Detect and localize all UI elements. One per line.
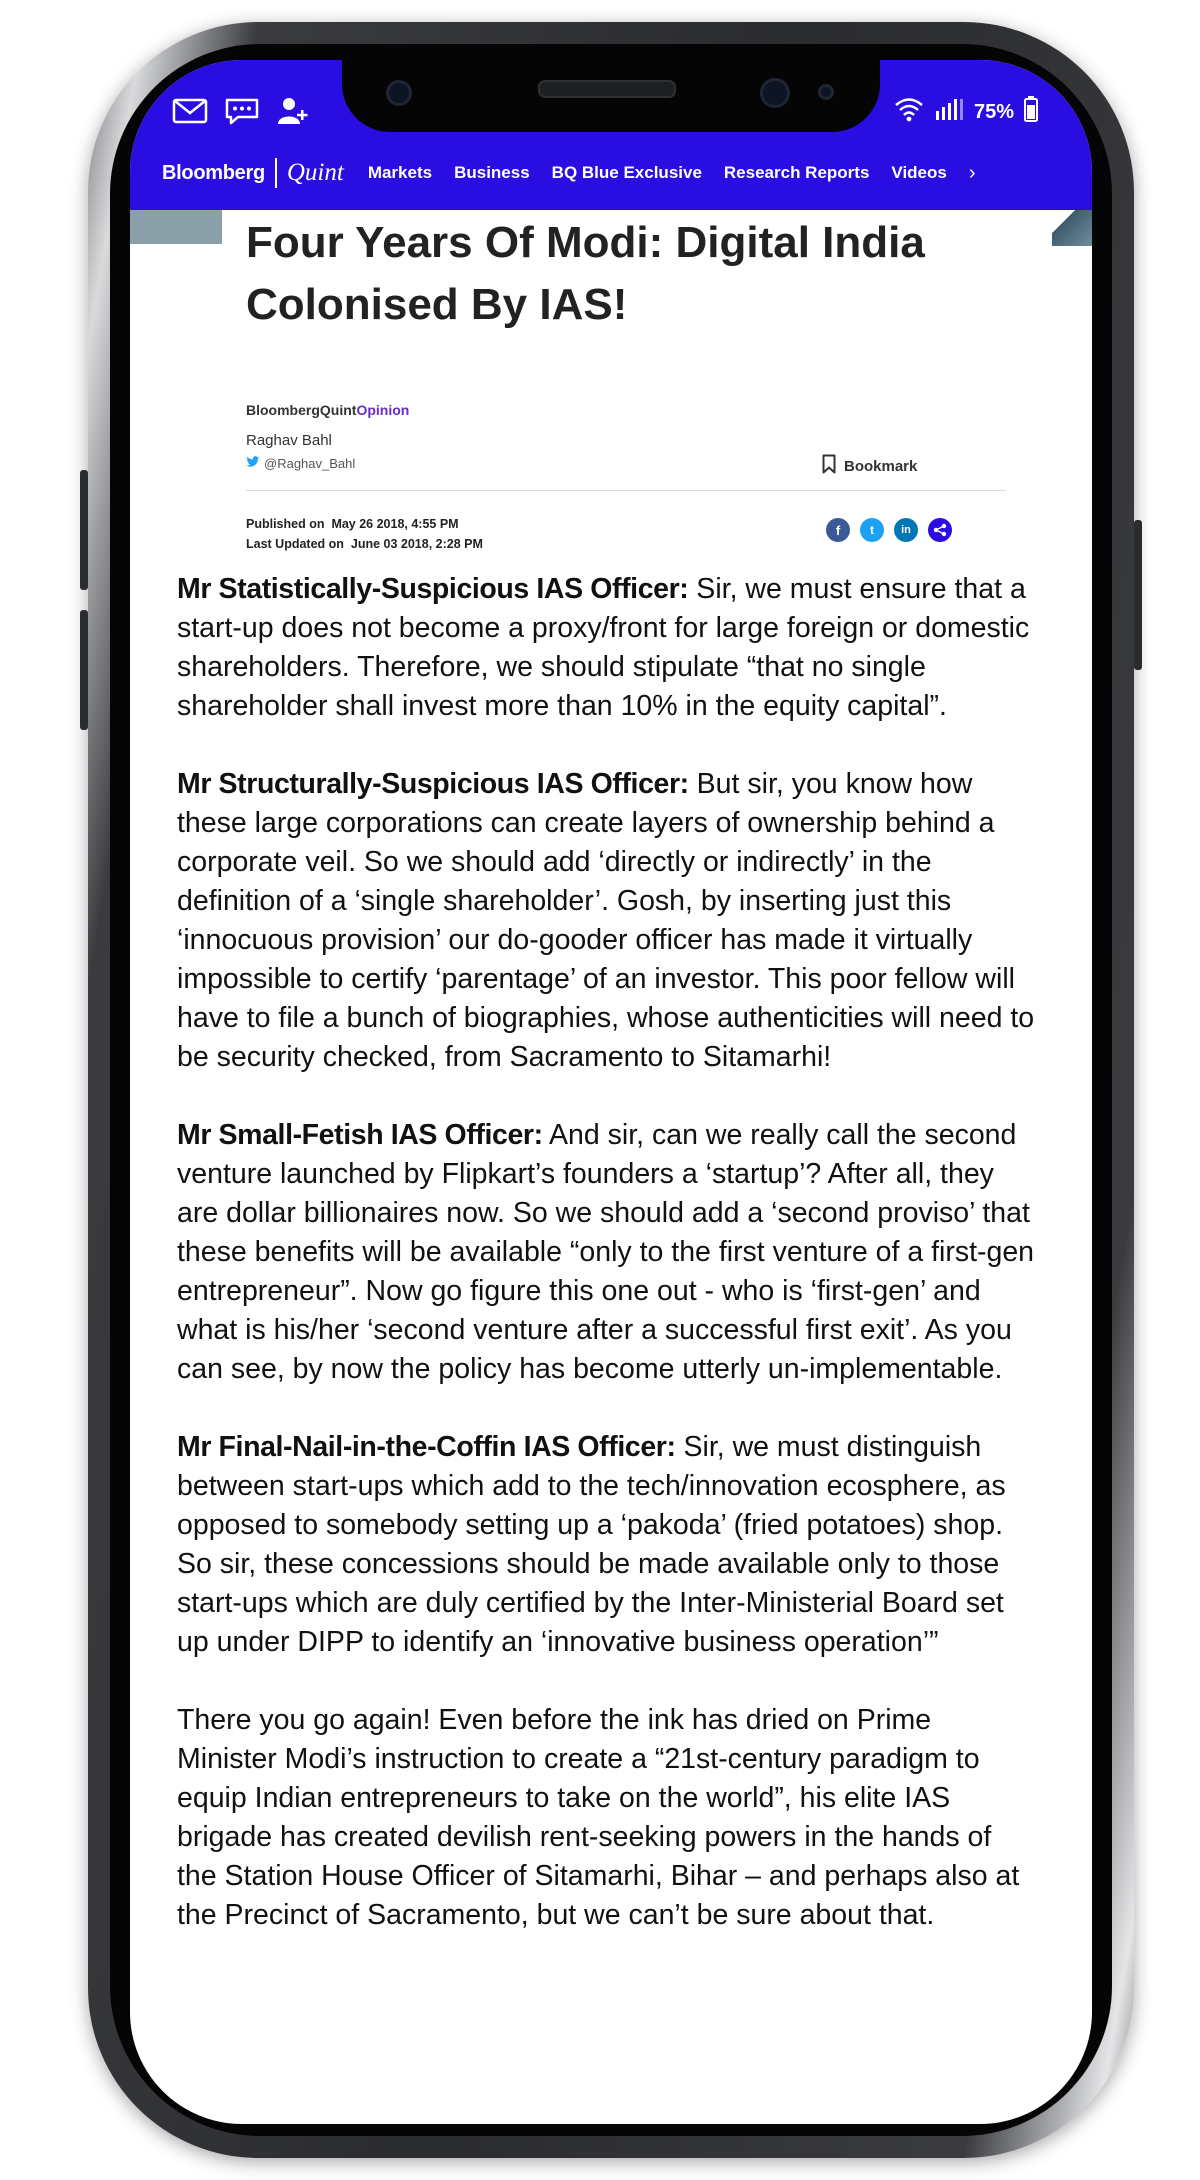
paragraph-speaker: Mr Small-Fetish IAS Officer:	[177, 1119, 543, 1151]
nav-item-business[interactable]: Business	[454, 163, 530, 182]
status-left-icons	[172, 96, 310, 131]
status-right-icons	[894, 96, 1038, 128]
notch	[342, 60, 880, 132]
publish-info	[246, 514, 483, 554]
article-section-label[interactable]	[246, 402, 409, 418]
published-line	[246, 514, 483, 534]
updated-line	[246, 534, 483, 554]
twitter-share-icon[interactable]: t	[860, 518, 884, 542]
bookmark-icon	[822, 454, 836, 478]
published-value: May 26 2018, 4:55 PM	[331, 517, 459, 531]
author-twitter-link[interactable]	[246, 456, 355, 471]
linkedin-share-icon[interactable]: in	[894, 518, 918, 542]
front-camera-icon	[386, 80, 412, 106]
facebook-share-icon[interactable]: f	[826, 518, 850, 542]
person-add-icon	[276, 96, 310, 131]
battery-text: 75%	[974, 100, 1015, 123]
paragraph-text: Sir, we must distinguish between start-ups which add to the tech/innovation ecosphere, as opposed to somebody setting up a ‘pakoda’ (fried potatoes) shop. So sir, these concessions should be made available only to those start-ups which are duly certified by the Inter-Ministerial Board set up under DIPP to identify an ‘innovative business operation’”	[177, 1431, 1006, 1658]
nav-item-markets[interactable]: Markets	[367, 163, 433, 182]
share-more-icon[interactable]	[928, 518, 952, 542]
power-button	[1134, 520, 1142, 670]
battery-icon	[1024, 96, 1038, 128]
phone-screen	[130, 60, 1092, 2124]
updated-value: June 03 2018, 2:28 PM	[350, 537, 483, 551]
updated-label: Last Updated on	[246, 537, 344, 551]
paragraph-text: Sir, we must ensure that a start-up does not become a proxy/front for large foreign or domestic shareholders. Therefore, we should stipulate “that no single shareholder shall invest more than 10% in the equity capital”.	[177, 573, 1030, 722]
proximity-sensor-icon	[818, 84, 834, 100]
signal-icon	[934, 97, 964, 127]
share-buttons	[826, 518, 952, 542]
twitter-bird-icon	[246, 456, 260, 471]
paragraph-speaker: Mr Structurally-Suspicious IAS Officer:	[177, 768, 689, 800]
volume-down-button	[80, 610, 88, 730]
article-author[interactable]: Raghav Bahl	[246, 432, 332, 449]
article-title: Four Years Of Modi: Digital India Colonised By IAS!	[246, 218, 925, 329]
top-navigation	[162, 158, 976, 188]
mail-icon	[172, 98, 208, 129]
bookmark-button[interactable]	[822, 454, 917, 478]
published-label: Published on	[246, 517, 325, 531]
paragraph-text: And sir, can we really call the second venture launched by Flipkart’s founders a ‘startup’? After all, they are dollar billionaires now. So we should add a ‘second proviso’ that these benefits will be available “only to the first venture of a first-gen entrepreneur”. Now go figure this one out - who is ‘first-gen’ and what is his/her ‘second venture after a successful first exit’. As you can see, by now the policy has become utterly un-implementable.	[177, 1119, 1035, 1385]
bookmark-label: Bookmark	[844, 457, 918, 475]
volume-up-button	[80, 470, 88, 590]
wifi-icon	[894, 96, 924, 128]
article-paragraph	[177, 1701, 1037, 1935]
bloombergquint-logo[interactable]	[162, 158, 344, 188]
header-divider	[246, 490, 1006, 491]
hero-image-left-edge	[130, 210, 222, 244]
logo-quint-text: Quint	[286, 159, 344, 186]
article-paragraph	[177, 765, 1037, 1077]
article-paragraph	[177, 1428, 1037, 1662]
logo-bloomberg-text: Bloomberg	[162, 161, 265, 184]
article-paragraph	[177, 570, 1037, 726]
paragraph-speaker: Mr Statistically-Suspicious IAS Officer:	[177, 573, 689, 605]
nav-item-research-reports[interactable]: Research Reports	[723, 163, 870, 182]
article-paragraph	[177, 1116, 1037, 1389]
hero-image-right-edge	[1052, 210, 1092, 246]
twitter-handle: @Raghav_Bahl	[264, 456, 356, 471]
nav-item-bq-blue-exclusive[interactable]: BQ Blue Exclusive	[551, 163, 702, 182]
nav-more-chevron-icon[interactable]: ›	[968, 161, 976, 184]
section-opinion: Opinion	[356, 402, 410, 418]
nav-item-videos[interactable]: Videos	[891, 163, 947, 182]
article-body	[177, 570, 1037, 1974]
logo-separator	[275, 158, 277, 188]
earpiece-speaker	[538, 80, 676, 98]
sensor-camera-icon	[760, 78, 790, 108]
chat-icon	[224, 97, 260, 130]
section-bloombergquint: BloombergQuint	[246, 402, 357, 418]
paragraph-text: But sir, you know how these large corporations can create layers of ownership behind a corporate veil. So we should add ‘directly or indirectly’ in the definition of a ‘single shareholder’. Gosh, by inserting just this ‘innocuous provision’ our do-gooder officer has made it virtually impossible to certify ‘parentage’ of an investor. This poor fellow will have to file a bunch of biographies, whose authenticities will need to be security checked, from Sacramento to Sitamarhi!	[177, 768, 1035, 1073]
paragraph-text: There you go again! Even before the ink has dried on Prime Minister Modi’s instruction to create a “21st-century paradigm to equip Indian entrepreneurs to take on the world”, his elite IAS brigade has created devilish rent-seeking powers in the hands of the Station House Officer of Sitamarhi, Bihar – and perhaps also at the Precinct of Sacramento, but we can’t be sure about that.	[177, 1704, 1020, 1931]
paragraph-speaker: Mr Final-Nail-in-the-Coffin IAS Officer:	[177, 1431, 676, 1463]
